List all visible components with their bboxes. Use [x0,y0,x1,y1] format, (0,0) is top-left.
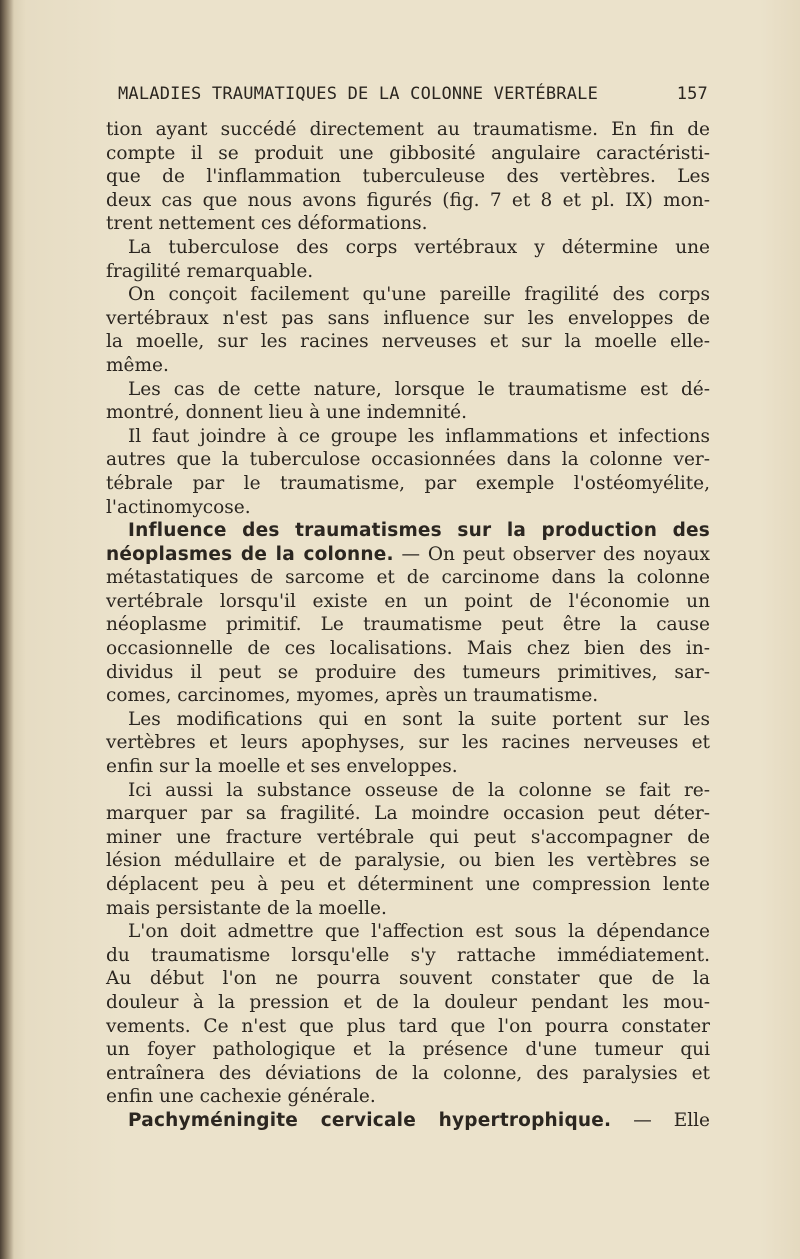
text-line: autres que la tuberculose occasionnées dans la colonne ver- [106,449,710,471]
section-heading-end: néoplasmes de la colonne. [106,543,394,565]
text-line: Les modifications qui en sont la suite portent sur les [128,708,710,730]
text-line: que de l'inflammation tuberculeuse des vertèbres. Les [106,166,710,188]
text-line: douleur à la pression et de la douleur pendant les mou- [106,991,710,1013]
section-heading-line [106,1109,710,1133]
page-binding-edge [0,0,14,1259]
section-heading: Influence des traumatismes sur la production des [128,520,710,542]
running-header [118,84,708,104]
body-text [106,118,710,1133]
text-line: L'on doit admettre que l'affection est sous la dépendance [128,921,710,943]
text-line: lésion médullaire et de paralysie, ou bien les vertèbres se [106,850,710,872]
text-line: On conçoit facilement qu'une pareille fragilité des corps [128,284,710,306]
text-line: même. [106,354,169,376]
text-line: montré, donnent lieu à une indemnité. [106,402,467,424]
text-line: vertébrale lorsqu'il existe en un point de l'économie un [106,590,710,612]
text-line: miner une fracture vertébrale qui peut s'accompagner de [106,826,710,848]
text-line: Il faut joindre à ce groupe les inflammations et infections [128,425,710,447]
text-line: un foyer pathologique et la présence d'une tumeur qui [106,1039,710,1061]
section-heading: Pachyméningite cervicale hypertrophique. [128,1109,612,1131]
text-line: — On peut observer des noyaux [401,543,710,565]
text-line: Au début l'on ne pourra souvent constater que de la [106,968,710,990]
text-line: marquer par sa fragilité. La moindre occasion peut déter- [106,803,710,825]
text-line: vements. Ce n'est que plus tard que l'on pourra constater [106,1015,710,1037]
text-line: occasionnelle de ces localisations. Mais chez bien des in- [106,638,710,660]
running-title: MALADIES TRAUMATIQUES DE LA COLONNE VERTÉBRALE [118,84,599,104]
text-line: l'actinomycose. [106,496,251,518]
text-line: fragilité remarquable. [106,260,314,282]
text-line: — Elle [633,1109,710,1131]
text-line: enfin sur la moelle et ses enveloppes. [106,756,458,778]
text-line: Ici aussi la substance osseuse de la colonne se fait re- [128,779,710,801]
text-line: néoplasme primitif. Le traumatisme peut être la cause [106,614,710,636]
text-line: compte il se produit une gibbosité angulaire caractéristi- [106,142,710,164]
text-line: tion ayant succédé directement au traumatisme. En fin de [106,119,710,140]
page-number: 157 [676,84,708,104]
text-line: comes, carcinomes, myomes, après un traumatisme. [106,685,599,707]
text-line: mais persistante de la moelle. [106,897,387,919]
text-line: entraînera des déviations de la colonne, des paralysies et [106,1062,710,1084]
text-line: dividus il peut se produire des tumeurs primitives, sar- [106,661,710,683]
text-line: enfin une cachexie générale. [106,1086,376,1108]
text-line: La tuberculose des corps vertébraux y détermine une [128,236,710,258]
text-line: déplacent peu à peu et déterminent une compression lente [106,874,710,895]
text-line: tébrale par le traumatisme, par exemple l'ostéomyélite, [106,472,710,494]
text-line: vertèbres et leurs apophyses, sur les racines nerveuses et [106,732,710,754]
text-line: du traumatisme lorsqu'elle s'y rattache immédiatement. [106,944,710,966]
text-line: trent nettement ces déformations. [106,213,428,235]
text-line: vertébraux n'est pas sans influence sur les enveloppes de [106,307,710,329]
text-line: la moelle, sur les racines nerveuses et sur la moelle elle- [106,331,710,353]
text-line: deux cas que nous avons figurés (fig. 7 et 8 et pl. IX) mon- [106,189,710,211]
section-heading-continued [106,543,710,567]
text-line: métastatiques de sarcome et de carcinome dans la colonne [106,567,710,589]
text-line: Les cas de cette nature, lorsque le traumatisme est dé- [128,378,710,400]
